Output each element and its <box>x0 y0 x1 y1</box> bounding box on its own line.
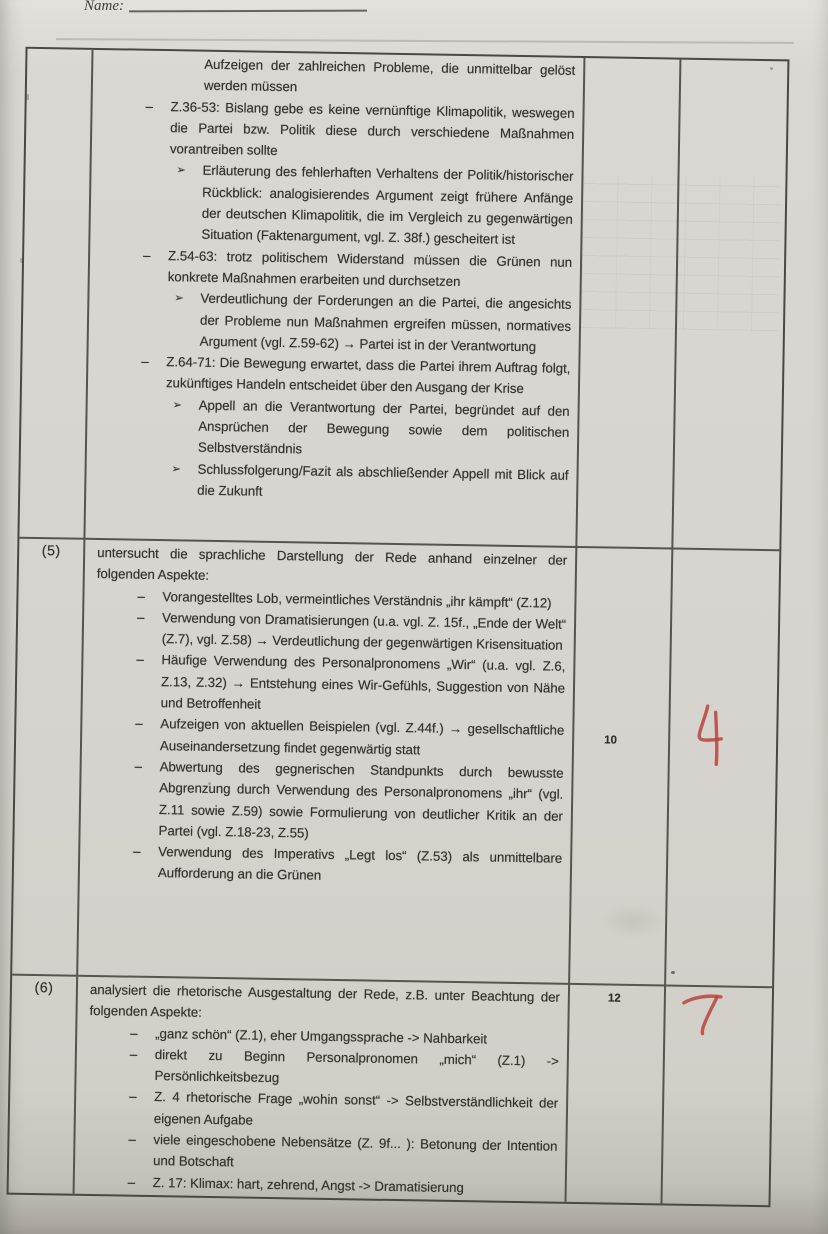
ink-speck <box>671 971 675 974</box>
points-value: 10 <box>604 734 618 747</box>
list-item-text: Vorangestelltes Lob, vermeintliches Verständnis „ihr kämpft“ (Z.12) <box>162 588 552 611</box>
list-item-text: Aufzeigen der zahlreichen Probleme, die unmittelbar gelöst werden müssen <box>203 56 576 95</box>
ink-speck <box>770 67 773 70</box>
list-item <box>172 287 572 357</box>
list-item <box>126 1129 558 1179</box>
list-item-text: Appell an die Verantwortung der Partei, begründet auf den Ansprüchen der Bewegung sowie dem politischen Selbstverständnis <box>197 397 570 457</box>
grading-table <box>7 47 790 1207</box>
list-item-text: Z.64-71: Die Bewegung erwartet, dass die Partei ihrem Auftrag folgt, zukünftiges Handeln entscheidet über den Ausgang der Krise <box>165 354 571 397</box>
dash-bullet: – <box>127 1174 136 1190</box>
list-item <box>127 1086 559 1136</box>
list-item <box>135 607 567 657</box>
list-item-text: „ganz schön“ (Z.1), eher Umgangssprache -> Nahbarkeit <box>155 1025 488 1047</box>
ink-speck <box>20 258 23 263</box>
list-item-text: Z.54-63: trotz politischem Widerstand müssen die Grünen nun konkrete Maßnahmen erarbeiten und durchsetzen <box>167 247 573 289</box>
list-item <box>176 53 576 102</box>
list-item-text: Abwertung des gegnerischen Standpunkts durch bewusste Abgrenzung durch Verwendung des Personalpronomens „ihr“ (vgl. Z.11 sowie Z.59) sowie Formulierung von deutlicher Kritik an der Partei (vgl. Z.18-23, Z.55) <box>158 759 564 841</box>
list-item <box>127 1043 559 1093</box>
bleed-through-artifact <box>598 903 669 938</box>
dash-bullet: – <box>135 716 143 732</box>
points-value: 12 <box>607 992 621 1005</box>
dash-bullet: – <box>143 247 151 263</box>
criterion-number: (5) <box>41 543 61 560</box>
handwritten-score <box>694 702 729 771</box>
points-cell <box>577 58 681 550</box>
criterion-text-cell <box>78 540 577 985</box>
name-label: Name: <box>84 0 124 14</box>
ink-speck <box>26 94 29 100</box>
arrow-bullet: ➢ <box>176 164 186 177</box>
dash-bullet: – <box>129 1046 138 1062</box>
criterion-intro: analysiert die rhetorische Ausgestaltung der Rede, z.B. unter Beachtung der folgenden Aspekte: <box>89 981 561 1021</box>
list-item-text: direkt zu Beginn Personalpronomen „mich“ (Z.1) -> Persönlichkeitsbezug <box>154 1046 559 1086</box>
dash-bullet: – <box>136 652 144 668</box>
dash-bullet: – <box>129 1089 137 1105</box>
list-item-text: Z.36-53: Bislang gebe es keine vernünftige Klimapolitik, weswegen die Partei bzw. Politik diese durch verschiedene Maßnahmen vorantreiben sollte <box>169 98 575 159</box>
criterion-text-cell <box>75 977 571 1202</box>
score-cell <box>666 550 779 989</box>
list-item <box>169 458 569 507</box>
list-item <box>173 160 573 252</box>
arrow-bullet: ➢ <box>171 462 181 476</box>
list-item-text: Verwendung von Dramatisierungen (u.a. vgl. Z. 15f., „Ende der Welt“ (Z.7), vgl. Z.58) → Verdeutlichung der gegenwärtigen Krisensituation <box>161 609 567 653</box>
page-top-rule <box>56 38 794 44</box>
list-item <box>134 649 566 720</box>
points-cell <box>566 985 666 1204</box>
list-item <box>131 756 563 848</box>
dash-bullet: – <box>133 843 141 859</box>
dash-bullet: – <box>128 1131 136 1147</box>
list-item <box>141 244 573 294</box>
list-item-text: viele eingeschobene Nebensätze (Z. 9f... ): Betonung der Intention und Botschaft <box>152 1132 558 1170</box>
arrow-bullet: ➢ <box>174 292 184 305</box>
name-field <box>84 0 367 15</box>
criterion-number-cell <box>12 539 85 977</box>
list-item-text: Verdeutlichung der Forderungen an die Partei, die angesichts der Probleme nun Maßnahmen ergreifen müssen, normatives Argument (vgl. Z.59-62) → Partei ist in der Verantwortung <box>199 290 572 355</box>
handwritten-score <box>680 988 725 1039</box>
dash-bullet: – <box>145 98 154 114</box>
list-item-text: Aufzeigen von aktuellen Beispielen (vgl. Z.44f.) → gesellschaftliche Auseinandersetzung findet gegenwärtig statt <box>159 716 565 758</box>
list-item <box>139 351 571 401</box>
list-item-text: Z. 17: Klimax: hart, zehrend, Angst -> Dramatisierung <box>152 1174 464 1195</box>
criterion-number: (6) <box>34 980 54 997</box>
dash-bullet: – <box>137 588 145 604</box>
list-item-text: Häufige Verwendung des Personalpronomens „Wir“ (u.a. vgl. Z.6, Z.13, Z.32) → Entstehung eines Wir-Gefühls, Suggestion von Nähe und Betroffenheit <box>160 652 566 712</box>
list-item-text: Verwendung des Imperativs „Legt los“ (Z.53) als unmittelbare Aufforderung an die Grünen <box>157 844 563 884</box>
list-item-text: Z. 4 rhetorische Frage „wohin sonst“ -> Selbstverständlichkeit der eigenen Aufgabe <box>153 1089 559 1128</box>
ink-speck <box>208 782 211 785</box>
list-item <box>131 841 563 891</box>
dash-bullet: – <box>137 609 145 625</box>
criterion-text-cell <box>85 50 585 548</box>
criterion-intro: untersucht die sprachliche Darstellung der Rede anhand einzelner der folgenden Aspekte: <box>96 545 568 584</box>
dash-bullet: – <box>134 758 143 774</box>
list-item <box>143 95 575 166</box>
name-blank-line <box>129 9 367 13</box>
list-item <box>133 713 565 763</box>
list-item <box>170 394 570 464</box>
dash-bullet: – <box>141 353 149 369</box>
arrow-bullet: ➢ <box>172 398 182 412</box>
criterion-number-cell <box>19 49 93 540</box>
list-item-text: Erläuterung des fehlerhaften Verhaltens der Politik/historischer Rückblick: analogisierendes Argument zeigt frühere Anfänge der deutschen Klimapolitik, die im Vergleich zu gegenwärtigen Situation (Faktenargument, vgl. Z. 38f.) gescheitert ist <box>201 163 574 248</box>
score-cell <box>662 986 772 1205</box>
score-cell <box>673 60 787 552</box>
list-item-text: Schlussfolgerung/Fazit als abschließender Appell mit Blick auf die Zukunft <box>197 461 569 499</box>
criterion-number-cell <box>9 976 79 1194</box>
dash-bullet: – <box>130 1025 138 1041</box>
